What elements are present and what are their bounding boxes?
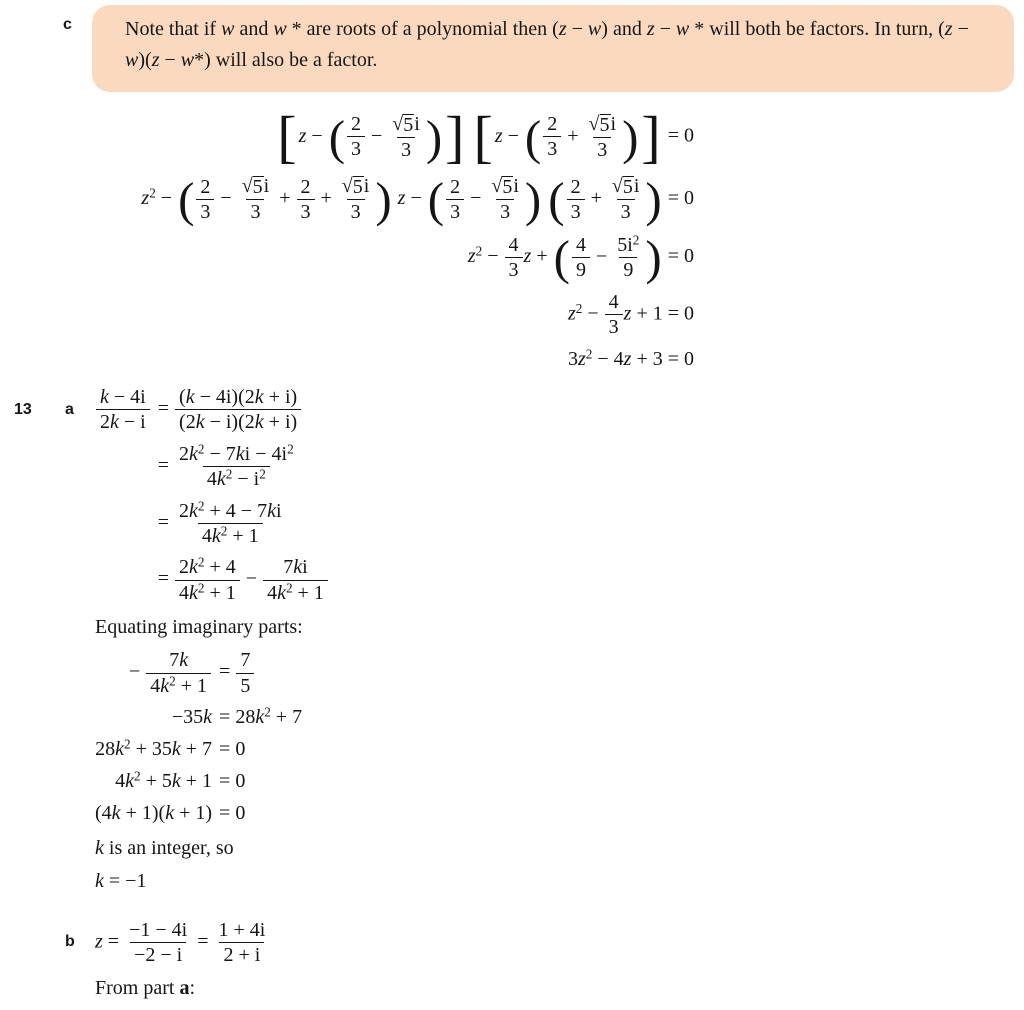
part-b-label: b (65, 932, 75, 950)
equation-rhs: = $\frac{2k^2 - 7ki - 4i^2}{4k^2 - i^2}$ (157, 441, 294, 491)
equation-rhs: = $\frac{(k - 4i)(2k + i)}{(2k - i)(2k + i)}$ (151, 386, 329, 434)
equation-lhs: $28k^2 + 35k + 7$ (95, 736, 213, 760)
part-a-content (95, 386, 800, 893)
equation-lhs (95, 500, 151, 548)
equation-lhs (95, 556, 151, 604)
equation-lhs: $\frac{k - 4i}{2k - i}$ (95, 386, 151, 434)
part-a-k-integer-line: k is an integer, so (95, 836, 234, 859)
equation-rhs: = 0 (219, 801, 246, 824)
equation-lhs: −35k (171, 705, 213, 728)
equation-lhs: $4k^2 + 5k + 1$ (115, 768, 213, 792)
equation-rhs: = $\frac{2k^2 + 4 - 7ki}{4k^2 + 1}$ (157, 497, 282, 547)
note-box (92, 5, 1014, 92)
equation-line: $z^2$ − $\frac{4}{3}$ z + 1 = 0 (567, 291, 694, 339)
equation-line: $3z^2 - 4z + 3 = 0$ (567, 346, 694, 370)
equation-rhs: = $\frac{7}{5}$ (212, 649, 302, 697)
equation-lhs: − $\frac{7k}{4k^2 + 1}$ (95, 649, 212, 697)
equation-line: [ z − ( $\frac{2}{3}$ − √ 5 i 3 ) ] [ z − ( $\frac{2}{3}$ + √ 5 i 3 ) ] = 0 (277, 104, 694, 169)
note-text: Note that if w and w * are roots of a polynomial then (z − w) and z − w * will both be factors. In turn, (z − w)(z − w*) will also be a factor. (125, 18, 969, 71)
equation-rhs: = $28k^2 + 7$ (219, 704, 303, 728)
part-b-from-line: From part a: (95, 976, 195, 999)
part-c-equations (90, 104, 694, 371)
part-b-equation: z = $\frac{-1 - 4i}{-2 - i}$ = $\frac{1 + 4i}{2 + i}$ (95, 918, 266, 967)
equation-line: $z^2$ − $\frac{4}{3}$ z + ( $\frac{4}{9}$ − $\frac{5i^2}{9}$ ) = 0 (467, 230, 694, 285)
part-a-note-line: Equating imaginary parts: (95, 616, 303, 639)
problem-number: 13 (14, 401, 32, 418)
problem-13 (0, 386, 800, 1010)
equation-lhs (95, 443, 151, 491)
part-a-derivation-2 (95, 649, 800, 825)
part-b-content (0, 919, 800, 1000)
equation-rhs: = 0 (219, 737, 246, 760)
part-a-label: a (65, 401, 74, 418)
equation-lhs: (4k + 1)(k + 1) (95, 801, 213, 824)
equation-line: $z^2$ − ( $\frac{2}{3}$ − √ 5 i 3 + $\frac{2}{3}$ + √ 5 i 3 ) z − ( $\frac{2}{3}$ − √ 5 i 3 ) ( $\frac{2}{3}$ + √ 5 i 3 ) = 0 (141, 172, 694, 227)
equation-rhs: = 0 (219, 769, 246, 792)
part-a-derivation-1 (95, 386, 800, 604)
equation-rhs: = $\frac{2k^2 + 4}{4k^2 + 1}$ − $\frac{7ki}{4k^2 + 1}$ (151, 556, 329, 604)
part-a-k-value-line: k = −1 (95, 869, 147, 892)
part-c-label: c (63, 16, 72, 33)
